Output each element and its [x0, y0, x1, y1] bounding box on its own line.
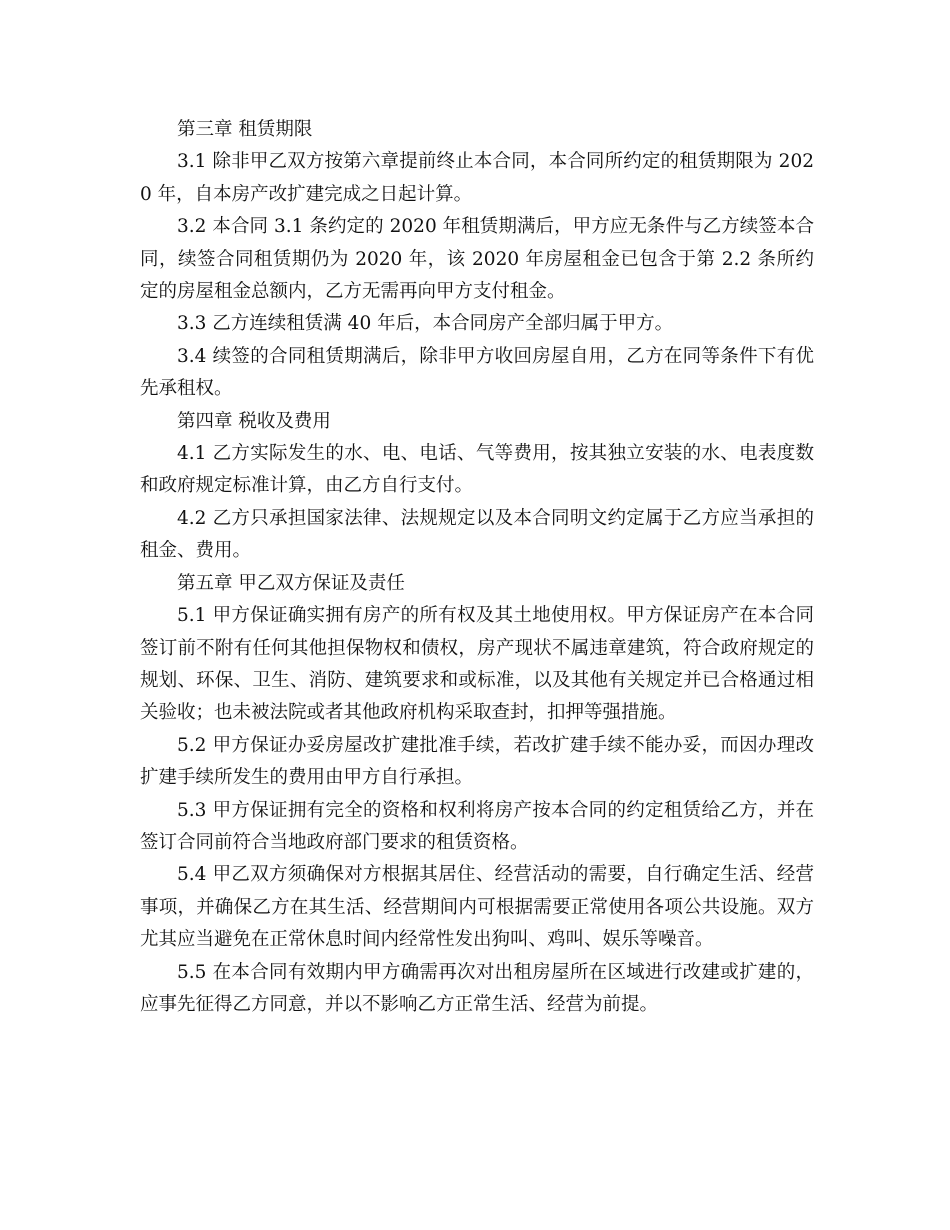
- clause-4-1: 4.1 乙方实际发生的水、电、电话、气等费用，按其独立安装的水、电表度数和政府规定标准计算，由乙方自行支付。: [140, 443, 814, 497]
- clause-5-2: 5.2 甲方保证办妥房屋改扩建批准手续，若改扩建手续不能办妥，而因办理改扩建手续所发生的费用由甲方自行承担。: [140, 734, 814, 789]
- clause-5-3: 5.3 甲方保证拥有完全的资格和权利将房产按本合同的约定租赁给乙方，并在签订合同前符合当地政府部门要求的租赁资格。: [140, 799, 814, 853]
- chapter-4-heading: 第四章 税收及费用: [177, 410, 331, 432]
- clause-3-3: 3.3 乙方连续租赁满 40 年后，本合同房产全部归属于甲方。: [177, 313, 674, 335]
- clause-5-5: 5.5 在本合同有效期内甲方确需再次对出租房屋所在区域进行改建或扩建的，应事先征得乙方同意，并以不影响乙方正常生活、经营为前提。: [140, 961, 814, 1015]
- clause-4-2: 4.2 乙方只承担国家法律、法规规定以及本合同明文约定属于乙方应当承担的租金、费用。: [140, 507, 814, 562]
- clause-3-2: 3.2 本合同 3.1 条约定的 2020 年租赁期满后，甲方应无条件与乙方续签本合同，续签合同租赁期仍为 2020 年，该 2020 年房屋租金已包含于第 2.2 条所约定的房屋租金总额内，乙方无需再向甲方支付租金。: [140, 216, 814, 303]
- document-body: [140, 114, 814, 1021]
- clause-3-1: 3.1 除非甲乙双方按第六章提前终止本合同，本合同所约定的租赁期限为 2020 年，自本房产改扩建完成之日起计算。: [140, 151, 814, 205]
- clause-5-1: 5.1 甲方保证确实拥有房产的所有权及其土地使用权。甲方保证房产在本合同签订前不附有任何其他担保物权和债权，房产现状不属违章建筑，符合政府规定的规划、环保、卫生、消防、建筑要求和或标准，以及其他有关规定并已合格通过相关验收；也未被法院或者其他政府机构采取查封，扣押等强措施。: [140, 605, 814, 724]
- chapter-5-heading: 第五章 甲乙双方保证及责任: [177, 572, 405, 594]
- clause-3-4: 3.4 续签的合同租赁期满后，除非甲方收回房屋自用，乙方在同等条件下有优先承租权。: [140, 345, 814, 400]
- clause-5-4: 5.4 甲乙双方须确保对方根据其居住、经营活动的需要，自行确定生活、经营事项，并确保乙方在其生活、经营期间内可根据需要正常使用各项公共设施。双方尤其应当避免在正常休息时间内经常性发出狗叫、鸡叫、娱乐等噪音。: [140, 864, 814, 951]
- chapter-3-heading: 第三章 租赁期限: [177, 119, 313, 140]
